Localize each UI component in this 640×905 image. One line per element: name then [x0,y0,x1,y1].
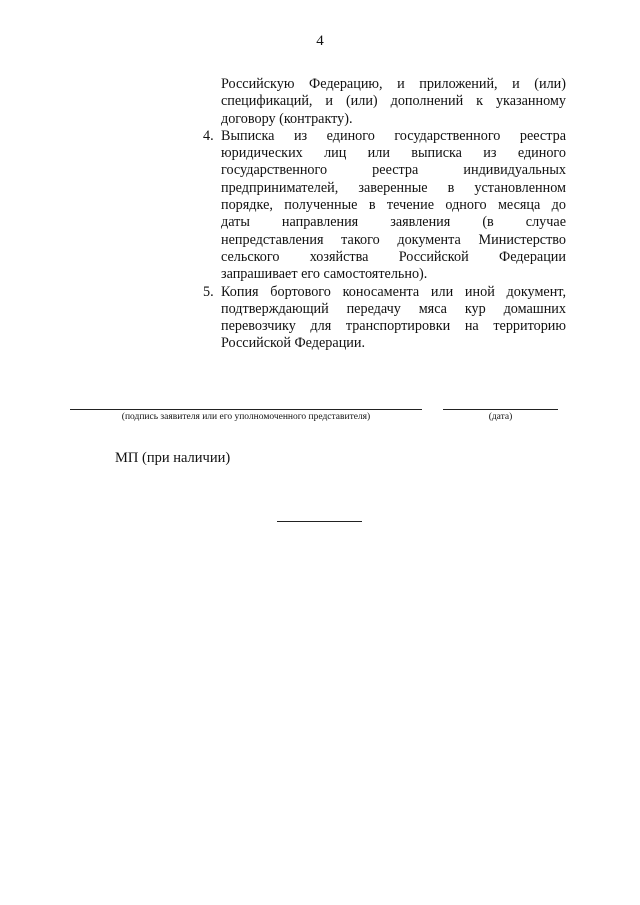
list-item-line [200,128,566,145]
list-item-line [200,284,566,301]
applicant-signature-caption: (подпись заявителя или его уполномоченного представителя) [121,412,371,422]
list-item-line: непредставления такого документа Министерство [221,231,566,248]
list-item-4 [200,128,566,284]
list-item-text: Копия бортового коносамента или иной документ, [221,283,566,300]
list-item-line: даты направления заявления (в случае [221,214,566,231]
date-line [443,409,558,410]
continuation-line: договору (контракту). [221,110,353,127]
list-item-line: юридических лиц или выписка из единого [221,145,566,162]
list-item-number: 4. [203,127,214,144]
page-number: 4 [316,33,324,49]
list-item-line: перевозчику для транспортировки на территорию [221,318,566,335]
signature-block [0,399,640,439]
list-item-line: подтверждающий передачу мяса кур домашних [221,300,566,317]
list-item-5 [200,284,566,353]
list-item-line: Российской Федерации. [221,335,366,352]
list-item-line: запрашивает его самостоятельно). [221,266,428,283]
end-rule [277,521,362,522]
list-item-line: предпринимателей, заверенные в установленном [221,179,566,196]
list-item-line: порядке, полученные в течение одного месяца до [221,197,566,214]
list-item-line: сельского хозяйства Российской Федерации [221,248,566,265]
stamp-label: МП (при наличии) [115,450,231,466]
document-items [200,76,566,353]
list-item-number: 5. [203,283,214,300]
date-caption: (дата) [488,412,513,422]
applicant-signature-line [70,409,422,410]
list-item-line: государственного реестра индивидуальных [221,162,566,179]
continuation-line: Российскую Федерацию, и приложений, и (или) [221,76,566,92]
list-item-text: Выписка из единого государственного реестра [221,127,566,144]
continuation-line: спецификаций, и (или) дополнений к указанному [221,93,566,110]
